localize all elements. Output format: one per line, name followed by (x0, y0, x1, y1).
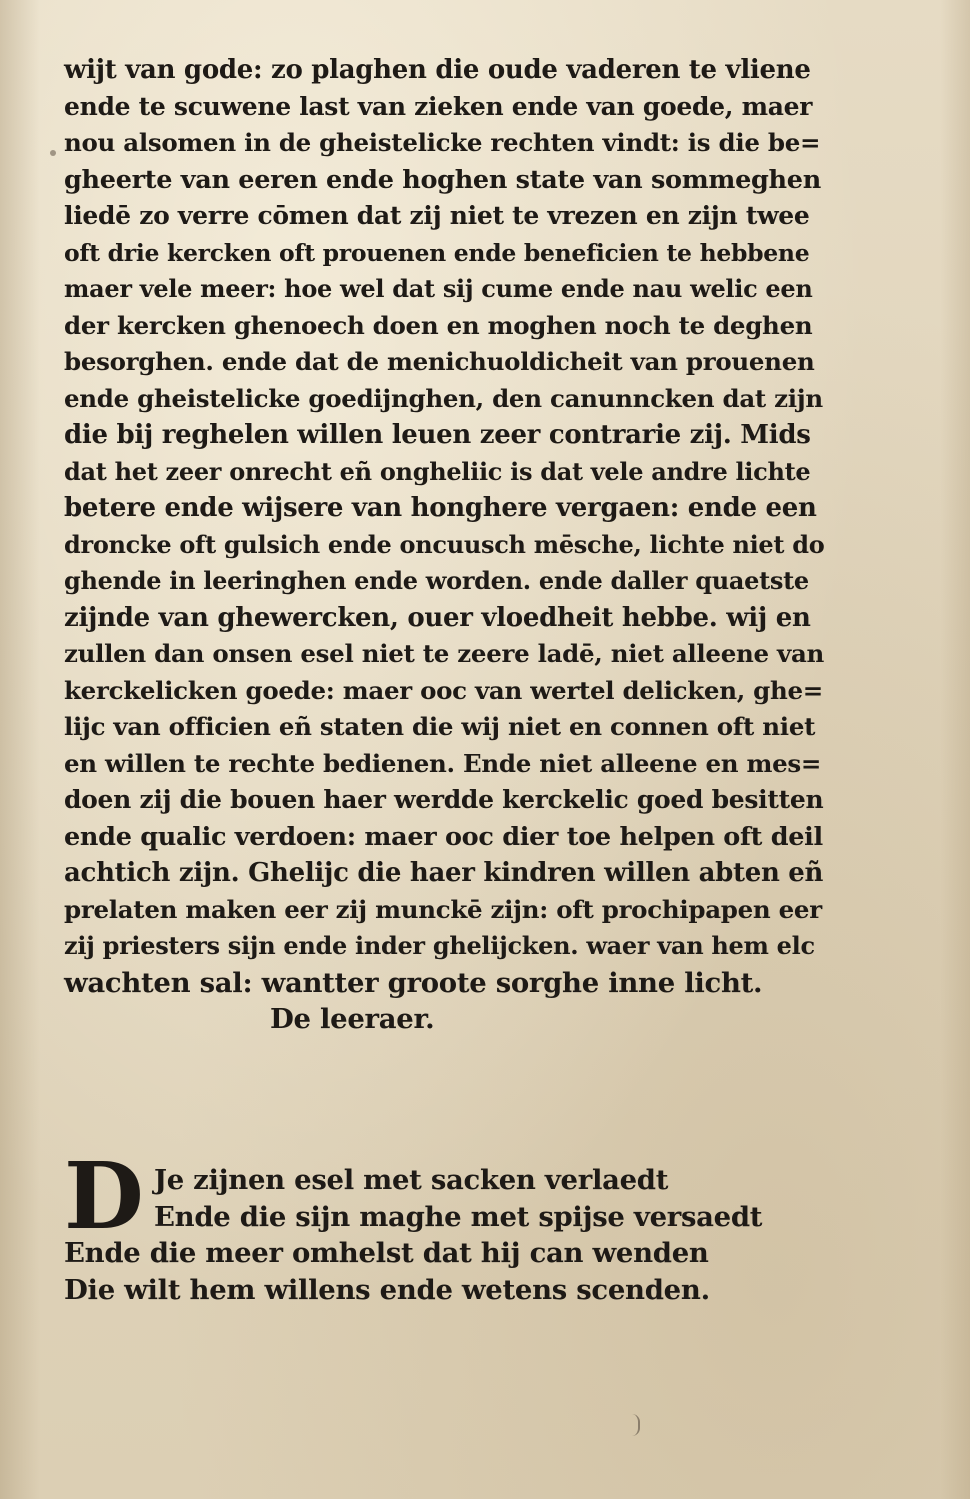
text-line: besorghen. ende dat de menichuoldicheit van prouenen (64, 347, 815, 376)
text-line: droncke oft gulsich ende oncuusch mēsche, lichte niet do (64, 529, 825, 559)
text-line: lijc van officien eñ staten die wij niet en connen oft niet (64, 712, 816, 741)
text-line: nou alsomen in de gheistelicke rechten vindt: is die be= (64, 128, 821, 157)
text-line: doen zij die bouen haer werdde kerckelic goed besitten (64, 785, 824, 814)
text-line: zullen dan onsen esel niet te zeere ladē, niet alleene van (64, 639, 825, 668)
text-line: gheerte van eeren ende hoghen state van sommeghen (64, 164, 821, 195)
text-line: ende qualic verdoen: maer ooc dier toe helpen oft deil (64, 821, 823, 852)
drop-cap-initial: D (64, 1142, 144, 1250)
text-line: ende te scuwene last van zieken ende van goede, maer (64, 91, 813, 121)
verse-line: Ende die meer omhelst dat hij can wenden (64, 1237, 709, 1269)
text-line: dat het zeer onrecht eñ ongheliic is dat vele andre lichte (64, 456, 811, 486)
text-line: oft drie kercken oft prouenen ende beneficien te hebbene (64, 238, 810, 267)
page-edge-shadow-right (940, 0, 970, 1499)
text-line: wijt van gode: zo plaghen die oude vaderen te vliene (64, 55, 811, 85)
text-line: kerckelicken goede: maer ooc van wertel delicken, ghe= (64, 675, 824, 705)
text-line: der kercken ghenoech doen en moghen noch te deghen (64, 310, 813, 340)
prose-text-block (64, 52, 824, 1038)
text-line: maer vele meer: hoe wel dat sij cume ende nau welic een (64, 274, 813, 303)
text-line: prelaten maken eer zij munckē zijn: oft prochipapen eer (64, 894, 822, 924)
verse-line: Je zijnen esel met sacken verlaedt (154, 1164, 669, 1196)
verse-block (64, 1142, 824, 1308)
text-line: zij priesters sijn ende inder ghelijcken. waer van hem elc (64, 931, 815, 960)
bracket-ink-mark (632, 1414, 640, 1436)
margin-ink-mark (50, 150, 56, 156)
text-line: zijnde van ghewercken, ouer vloedheit hebbe. wij en (64, 602, 811, 633)
text-line: die bij reghelen willen leuen zeer contrarie zij. Mids (64, 420, 811, 450)
text-line: betere ende wijsere van honghere vergaen: ende een (64, 493, 817, 523)
verse-line: Die wilt hem willens ende wetens scenden. (64, 1273, 710, 1306)
text-line: ende gheistelicke goedijnghen, den canunncken dat zijn (64, 383, 823, 413)
verse-line: Ende die sijn maghe met spijse versaedt (154, 1200, 763, 1233)
text-line: wachten sal: wantter groote sorghe inne licht. (64, 966, 763, 999)
text-line: achtich zijn. Ghelijc die haer kindren willen abten eñ (64, 858, 824, 888)
text-line: ghende in leeringhen ende worden. ende daller quaetste (64, 566, 809, 595)
page-edge-shadow-left (0, 0, 40, 1499)
text-line: liedē zo verre cōmen dat zij niet te vrezen en zijn twee (64, 201, 810, 230)
section-heading: De leeraer. (270, 1003, 435, 1035)
text-line: en willen te rechte bedienen. Ende niet alleene en mes= (64, 748, 822, 778)
